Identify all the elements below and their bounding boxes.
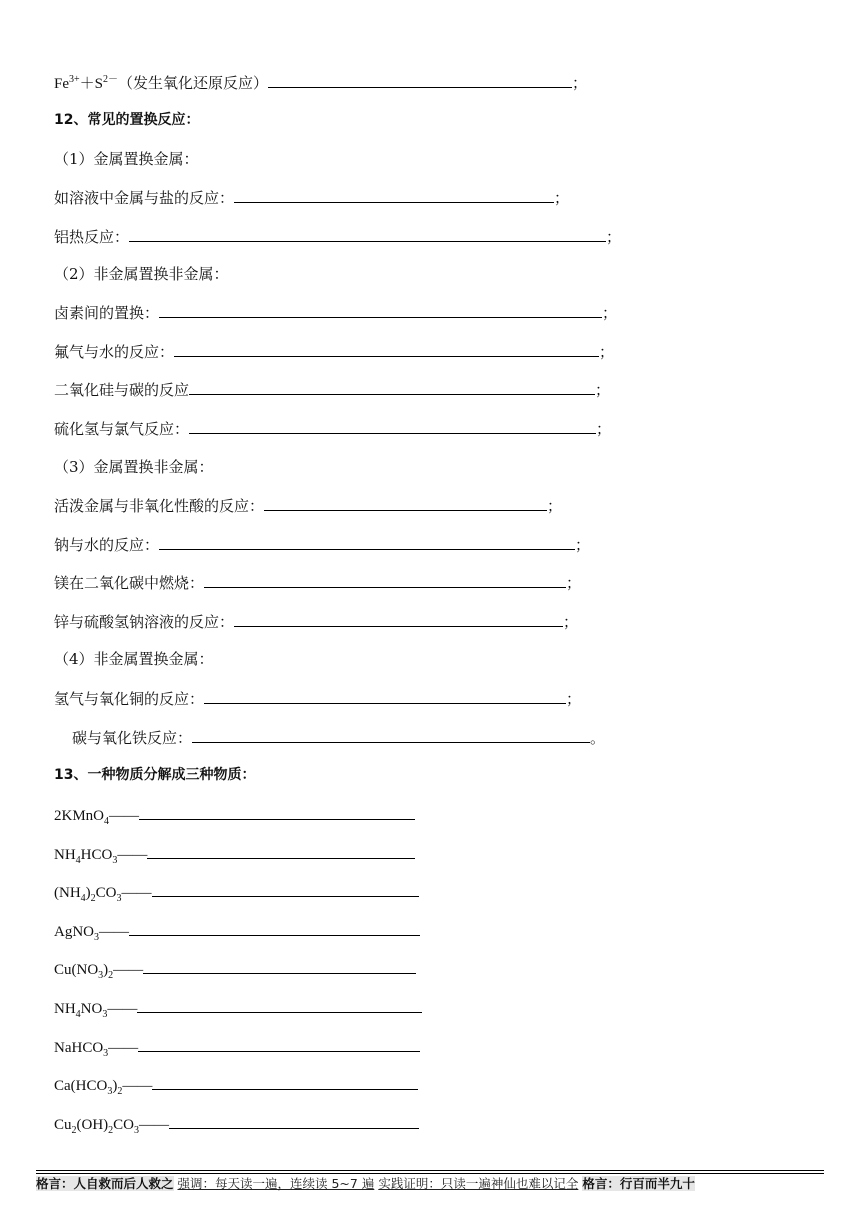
answer-blank[interactable] <box>152 1074 418 1090</box>
answer-blank[interactable] <box>137 997 422 1013</box>
punctuation: ； <box>554 189 570 207</box>
formula-text: HCO <box>80 847 113 863</box>
answer-blank[interactable] <box>189 418 596 434</box>
formula-text: (NH <box>54 885 81 901</box>
footer-motto-left: 格言：人自救而后人救之 <box>36 1176 174 1191</box>
decomposition-nh4hco3 <box>54 843 415 865</box>
formula-text: NH <box>54 847 76 863</box>
question-label: 镁在二氧化碳中燃烧： <box>54 574 205 592</box>
subscript: 3 <box>102 1009 108 1020</box>
reaction-dash: —— <box>108 1040 139 1056</box>
answer-blank[interactable] <box>159 534 575 550</box>
subscript: 4 <box>75 855 81 866</box>
question-label: 硫化氢与氯气反应： <box>54 420 190 438</box>
question-fluorine-water <box>54 341 614 362</box>
question-label: 卤素间的置换： <box>54 304 160 322</box>
formula-text: (OH) <box>76 1117 109 1133</box>
answer-blank[interactable] <box>129 226 606 242</box>
formula-text: Fe <box>54 76 69 92</box>
decomposition-basic-copper-carbonate <box>54 1113 419 1135</box>
footer-motto-right: 格言：行百而半九十 <box>582 1176 695 1191</box>
question-label: 氟气与水的反应： <box>54 343 175 361</box>
formula-text: AgNO <box>54 924 94 940</box>
question-label: 碳与氧化铁反应： <box>72 729 193 747</box>
punctuation: ； <box>566 690 582 708</box>
question-label: 二氧化硅与碳的反应 <box>54 381 190 399</box>
question-label: 活泼金属与非氧化性酸的反应： <box>54 497 265 515</box>
answer-blank[interactable] <box>138 1036 420 1052</box>
answer-blank[interactable] <box>129 920 420 936</box>
subsection-4: （4）非金属置换金属： <box>54 650 214 668</box>
question-label: 钠与水的反应： <box>54 536 160 554</box>
subsection-1: （1）金属置换金属： <box>54 150 199 168</box>
reaction-fe-s <box>54 72 587 94</box>
formula-text: ) <box>85 885 91 901</box>
question-thermite <box>54 226 621 247</box>
question-silica-carbon <box>54 379 610 400</box>
decomposition-kmno4 <box>54 804 415 826</box>
punctuation: ； <box>595 381 611 399</box>
subscript: 2 <box>108 1125 114 1136</box>
subscript: 3 <box>116 893 122 904</box>
question-hydrogen-cuo <box>54 688 581 709</box>
answer-blank[interactable] <box>234 187 554 203</box>
answer-blank[interactable] <box>152 881 419 897</box>
question-sodium-water <box>54 534 590 555</box>
answer-blank[interactable] <box>169 1113 419 1129</box>
subscript: 2 <box>108 970 114 981</box>
question-magnesium-co2 <box>54 572 581 593</box>
subscript: 3 <box>103 1048 109 1059</box>
subscript: 2 <box>117 1086 123 1097</box>
subscript: 2 <box>71 1125 77 1136</box>
subscript: 3 <box>107 1086 113 1097</box>
reaction-dash: —— <box>117 847 148 863</box>
question-active-metal-acid <box>54 495 562 516</box>
question-carbon-fe2o3 <box>72 727 605 748</box>
punctuation: ； <box>547 497 563 515</box>
subsection-3: （3）金属置换非金属： <box>54 458 214 476</box>
answer-blank[interactable] <box>139 804 415 820</box>
answer-blank[interactable] <box>143 958 416 974</box>
punctuation: ； <box>596 420 612 438</box>
decomposition-cu-no3-2 <box>54 958 416 980</box>
subsection-2: （2）非金属置换非金属： <box>54 265 229 283</box>
answer-blank[interactable] <box>189 379 595 395</box>
question-label: 如溶液中金属与盐的反应： <box>54 189 235 207</box>
section-12-title: 12、常见的置换反应： <box>54 112 200 128</box>
reaction-dash: —— <box>99 924 129 940</box>
punctuation: ； <box>563 613 579 631</box>
question-halogen <box>54 302 617 323</box>
formula-text: Cu(NO <box>54 962 99 978</box>
answer-blank[interactable] <box>234 611 563 627</box>
question-label: 氢气与氧化铜的反应： <box>54 690 205 708</box>
answer-blank[interactable] <box>268 72 572 88</box>
charge: 3+ <box>69 74 80 85</box>
formula-text: NaHCO <box>54 1040 104 1056</box>
question-label: 锌与硫酸氢钠溶液的反应： <box>54 613 235 631</box>
reaction-dash: —— <box>139 1117 170 1133</box>
formula-text: ＋S <box>79 76 103 92</box>
answer-blank[interactable] <box>204 572 566 588</box>
reaction-note: （发生氧化还原反应） <box>117 76 268 92</box>
reaction-dash: —— <box>107 1001 138 1017</box>
subscript: 2 <box>90 893 96 904</box>
answer-blank[interactable] <box>264 495 547 511</box>
formula-text: NO <box>80 1001 103 1017</box>
decomposition-ca-hco3-2 <box>54 1074 418 1096</box>
reaction-dash: —— <box>122 1078 153 1094</box>
reaction-dash: —— <box>109 808 140 824</box>
answer-blank[interactable] <box>159 302 602 318</box>
formula-text: 2KMnO <box>54 808 105 824</box>
formula-text: CO <box>95 885 117 901</box>
formula-text: Ca(HCO <box>54 1078 108 1094</box>
subscript: 3 <box>112 855 118 866</box>
question-label: 铝热反应： <box>54 228 130 246</box>
footer-rule <box>36 1173 824 1174</box>
reaction-dash: —— <box>121 885 152 901</box>
answer-blank[interactable] <box>192 727 590 743</box>
punctuation: ； <box>572 76 588 92</box>
subscript: 3 <box>94 932 99 943</box>
punctuation: ； <box>575 536 591 554</box>
formula-text: CO <box>113 1117 135 1133</box>
formula-text: NH <box>54 1001 76 1017</box>
decomposition-nh4-2co3 <box>54 881 419 903</box>
answer-blank[interactable] <box>204 688 566 704</box>
question-h2s-chlorine <box>54 418 611 439</box>
punctuation: ； <box>606 228 622 246</box>
footer-note-read: 强调：每天读一遍，连续读 5~7 遍 <box>177 1176 375 1191</box>
subscript: 4 <box>80 893 86 904</box>
section-13-title: 13、一种物质分解成三种物质： <box>54 767 256 783</box>
answer-blank[interactable] <box>174 341 599 357</box>
subscript: 4 <box>104 816 110 827</box>
answer-blank[interactable] <box>147 843 415 859</box>
formula-text: Cu <box>54 1117 72 1133</box>
decomposition-nahco3 <box>54 1036 420 1058</box>
question-metal-salt <box>54 187 569 208</box>
decomposition-agno3 <box>54 920 420 942</box>
formula-text: ) <box>112 1078 118 1094</box>
formula-text: ) <box>103 962 109 978</box>
punctuation: ； <box>599 343 615 361</box>
punctuation: ； <box>602 304 618 322</box>
question-zinc-nahso4 <box>54 611 578 632</box>
decomposition-nh4no3 <box>54 997 422 1019</box>
punctuation: ； <box>566 574 582 592</box>
subscript: 3 <box>134 1125 140 1136</box>
punctuation: 。 <box>590 729 606 747</box>
subscript: 4 <box>75 1009 81 1020</box>
page-footer <box>36 1170 824 1192</box>
charge: 2－ <box>102 74 118 85</box>
subscript: 3 <box>98 970 104 981</box>
reaction-dash: —— <box>113 962 144 978</box>
footer-note-practice: 实践证明：只读一遍神仙也难以记全 <box>378 1176 579 1191</box>
